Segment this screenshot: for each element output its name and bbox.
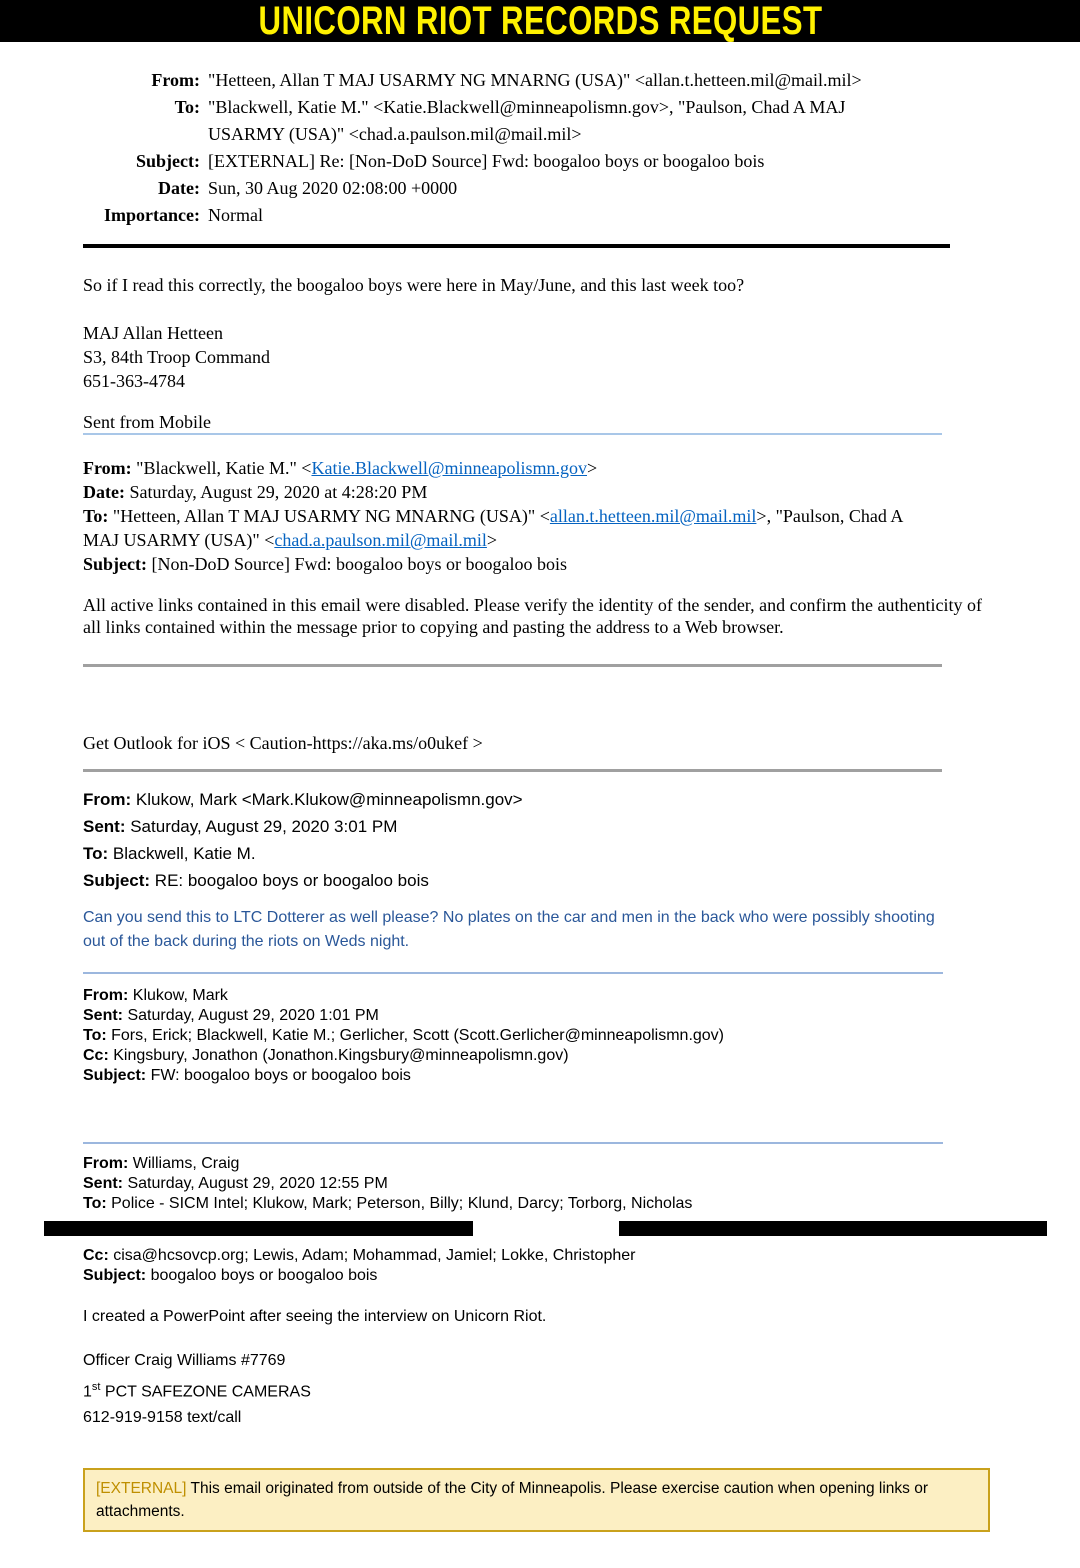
email3-to-line [83,840,1080,867]
email3-header-block [83,786,1080,894]
email4-to-line [83,1026,1080,1046]
email1-signature [0,321,1080,393]
header-row-date [0,175,1080,202]
subject-value: [Non-DoD Source] Fwd: boogaloo boys or boogaloo bois [147,554,567,574]
to-text: "Hetteen, Allan T MAJ USARMY NG MNARNG (USA)" < [108,506,550,526]
email-header-block [0,42,1080,229]
banner [0,0,1080,42]
signature-phone: 651-363-4784 [83,371,185,391]
sent-from-mobile: Sent from Mobile [83,412,211,432]
signature-name: Officer Craig Williams #7769 [83,1352,286,1369]
external-tag: [EXTERNAL] [96,1480,187,1498]
email4-sent-line [83,1006,1080,1026]
subject-label: Subject: [83,1067,147,1084]
email5-subject-line [83,1266,1080,1286]
cc-label: Cc: [83,1247,109,1264]
to-value: Police - SICM Intel; Klukow, Mark; Peterson, Billy; Klund, Darcy; Torborg, Nicholas [106,1195,693,1212]
date-value: Saturday, August 29, 2020 at 4:28:20 PM [124,482,428,502]
to-label: To: [83,1195,107,1212]
header-value: Sun, 30 Aug 2020 02:08:00 +0000 [208,178,458,198]
email3-blue-note: Can you send this to LTC Dotterer as well please? No plates on the car and men in the back who were possibly shooting out of the back during the riots on Weds night. [83,909,935,950]
subject-label: Subject: [83,871,151,890]
email3-sent-line [83,813,1080,840]
email5-sent-line [83,1174,1080,1194]
header-value: "Blackwell, Katie M." <Katie.Blackwell@minneapolismn.gov>, "Paulson, Chad A MAJ USARMY (USA)" <chad.a.paulson.mil@mail.mil> [208,97,846,144]
email5-signature [83,1348,1080,1431]
divider-light-blue [83,433,942,435]
get-outlook-line: Get Outlook for iOS < Caution-https://aka.ms/o0ukef > [83,733,483,753]
divider-gray [83,769,942,772]
to-label: To: [83,844,109,863]
email5-cc-line [83,1246,1080,1266]
from-text: "Blackwell, Katie M." < [131,458,312,478]
unit-text: PCT SAFEZONE CAMERAS [100,1383,311,1401]
signature-unit [83,1374,1080,1405]
external-warning-banner [83,1468,990,1532]
header-value: "Hetteen, Allan T MAJ USARMY NG MNARNG (USA)" <allan.t.hetteen.mil@mail.mil> [208,70,862,90]
to-text-end: > [486,530,498,550]
divider-gray [83,664,942,667]
sent-label: Sent: [83,817,126,836]
header-label: Importance: [104,205,200,225]
sent-value: Saturday, August 29, 2020 12:55 PM [123,1175,388,1192]
email1-body: So if I read this correctly, the boogaloo boys were here in May/June, and this last week too? [83,275,745,295]
email2-to-line [83,504,928,552]
sent-label: Sent: [83,1175,123,1192]
from-text-end: > [587,458,598,478]
divider-thick [83,244,950,248]
email4-subject-line [83,1066,1080,1086]
redaction-bar [44,1221,473,1236]
sent-label: Sent: [83,1007,123,1024]
links-disabled-disclaimer: All active links contained in this email were disabled. Please verify the identity of the sender, and confirm the authenticity of all links contained within the message prior to copying and pasting the address to a Web browser. [83,595,983,637]
email2-date-line [83,480,928,504]
unit-ordinal-suffix: st [91,1381,101,1393]
cc-value: Kingsbury, Jonathon (Jonathon.Kingsbury@minneapolismn.gov) [108,1047,569,1064]
email4-from-line [83,986,1080,1006]
subject-label: Subject: [83,554,147,574]
email-link[interactable]: Katie.Blackwell@minneapolismn.gov [311,458,587,478]
from-value: Klukow, Mark <Mark.Klukow@minneapolismn.gov> [131,790,523,809]
header-value: Normal [208,205,263,225]
email5-to-line [83,1194,1080,1214]
to-text-mid: >, "Paulson, Chad A MAJ USARMY (USA)" < [83,506,903,550]
email4-cc-line [83,1046,1080,1066]
header-row-from [0,67,1080,94]
from-label: From: [83,987,129,1004]
email5-header-block-continued [83,1246,1080,1286]
cc-label: Cc: [83,1047,109,1064]
divider-light-blue [83,1142,943,1144]
email2-subject-line [83,552,928,576]
to-value: Blackwell, Katie M. [108,844,256,863]
from-label: From: [83,790,132,809]
header-row-importance [0,202,1080,229]
email5-header-block [83,1154,1080,1214]
from-label: From: [83,1155,129,1172]
email4-header-block [83,986,1080,1086]
email5-body: I created a PowerPoint after seeing the interview on Unicorn Riot. [83,1308,547,1325]
signature-unit: S3, 84th Troop Command [83,347,271,367]
email-link[interactable]: allan.t.hetteen.mil@mail.mil [549,506,757,526]
page-title: UNICORN RIOT RECORDS REQUEST [258,0,822,43]
subject-value: RE: boogaloo boys or boogaloo bois [150,871,429,890]
email2-from-line [83,456,928,480]
divider-light-blue [83,972,943,974]
signature-name: MAJ Allan Hetteen [83,323,223,343]
header-label: Subject: [136,151,200,171]
signature-phone: 612-919-9158 text/call [83,1409,242,1427]
email2-header-block [83,456,928,576]
cc-value: cisa@hcsovcp.org; Lewis, Adam; Mohammad, Jamiel; Lokke, Christopher [108,1247,636,1264]
from-value: Klukow, Mark [128,987,228,1004]
header-label: Date: [158,178,200,198]
email3-from-line [83,786,1080,813]
external-text: This email originated from outside of the City of Minneapolis. Please exercise caution when opening links or attachments. [96,1480,928,1521]
to-label: To: [83,1027,107,1044]
to-value: Fors, Erick; Blackwell, Katie M.; Gerlicher, Scott (Scott.Gerlicher@minneapolismn.gov) [106,1027,725,1044]
redaction-row [0,1221,1080,1237]
email5-from-line [83,1154,1080,1174]
from-label: From: [83,458,132,478]
to-label: To: [83,506,109,526]
subject-label: Subject: [83,1267,147,1284]
unit-number: 1 [83,1383,92,1401]
email3-subject-line [83,867,1080,894]
header-value: [EXTERNAL] Re: [Non-DoD Source] Fwd: boogaloo boys or boogaloo bois [208,151,765,171]
date-label: Date: [83,482,125,502]
sent-value: Saturday, August 29, 2020 3:01 PM [125,817,398,836]
from-value: Williams, Craig [128,1155,240,1172]
redaction-bar [619,1221,1047,1236]
sent-value: Saturday, August 29, 2020 1:01 PM [123,1007,379,1024]
header-label: To: [174,97,200,117]
subject-value: FW: boogaloo boys or boogaloo bois [146,1067,411,1084]
email-link[interactable]: chad.a.paulson.mil@mail.mil [274,530,487,550]
subject-value: boogaloo boys or boogaloo bois [146,1267,378,1284]
header-row-subject [0,148,1080,175]
header-row-to [0,94,1080,148]
header-label: From: [151,70,200,90]
